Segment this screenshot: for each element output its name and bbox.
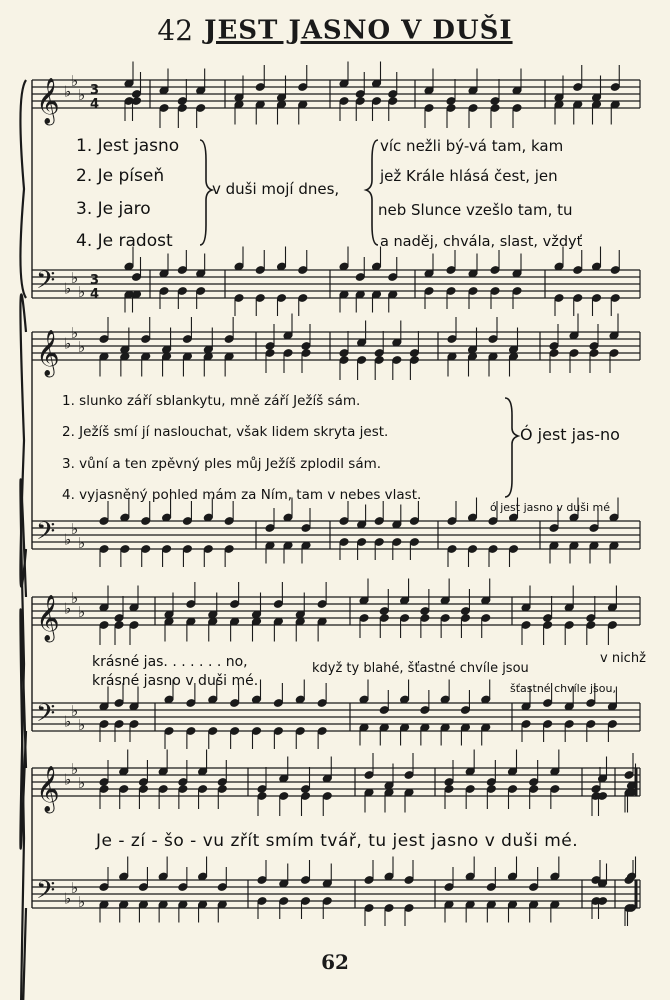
- verse-bracket: [200, 140, 212, 245]
- treble-clef: 𝄞: [36, 766, 60, 812]
- verse2-start: 2. Je píseň: [76, 166, 165, 186]
- bass-clef: 𝄢: [36, 517, 56, 552]
- alto-refrain-lyric: ó jest jasno v duši mé: [490, 501, 611, 514]
- treble-clef: 𝄞: [36, 595, 60, 641]
- time-signature: 3: [90, 83, 100, 98]
- flat-sign: ♭: [71, 72, 79, 90]
- flat-sign: ♭: [64, 530, 72, 549]
- refrain-line2: krásné jasno v duši mé.: [92, 673, 259, 689]
- system-brace: [20, 80, 26, 298]
- final-lyric: Je - zí - šo - vu zřít smím tvář, tu jest jasno v duši mé.: [96, 831, 579, 851]
- flat-sign: ♭: [64, 334, 72, 353]
- flat-sign: ♭: [64, 770, 72, 789]
- flat-sign: ♭: [64, 279, 72, 298]
- treble-clef: 𝄞: [36, 330, 60, 376]
- verse3-cont: neb Slunce vzešlo tam, tu: [378, 201, 573, 219]
- time-signature: 3: [90, 273, 100, 288]
- shared-middle-lyric: v duši mojí dnes,: [212, 180, 340, 198]
- verse-bracket: [366, 140, 378, 245]
- bass-clef: 𝄢: [36, 699, 56, 734]
- flat-sign: ♭: [78, 338, 86, 356]
- refrain-right: v nichž: [600, 651, 646, 666]
- verse4-cont: a naděj, chvála, slast, vždyť: [380, 234, 583, 250]
- time-signature: 4: [90, 287, 100, 302]
- flat-sign: ♭: [64, 82, 72, 101]
- time-signature: 4: [90, 97, 100, 112]
- flat-sign: ♭: [71, 324, 79, 342]
- flat-sign: ♭: [64, 712, 72, 731]
- verse1-line2: 1. slunko září sblankytu, mně září Ježíš sám.: [62, 393, 361, 409]
- song-number: 42: [157, 14, 194, 47]
- flat-sign: ♭: [71, 879, 79, 897]
- refrain-line1: krásné jas. . . . . . . no,: [92, 654, 248, 670]
- flat-sign: ♭: [78, 774, 86, 792]
- refrain-right-small: šťastné chvíle jsou,: [510, 682, 616, 695]
- flat-sign: ♭: [71, 589, 79, 607]
- flat-sign: ♭: [71, 760, 79, 778]
- flat-sign: ♭: [78, 893, 86, 911]
- bass-clef: 𝄢: [36, 876, 56, 911]
- flat-sign: ♭: [78, 86, 86, 104]
- verse3-start: 3. Je jaro: [76, 199, 151, 219]
- flat-sign: ♭: [71, 702, 79, 720]
- flat-sign: ♭: [71, 520, 79, 538]
- page-number: 62: [321, 950, 349, 974]
- flat-sign: ♭: [78, 716, 86, 734]
- verse2-cont: jež Krále hlásá čest, jen: [380, 167, 558, 185]
- flat-sign: ♭: [78, 283, 86, 301]
- treble-clef: 𝄞: [36, 78, 60, 124]
- flat-sign: ♭: [78, 603, 86, 621]
- flat-sign: ♭: [71, 269, 79, 287]
- verse4-line2: 4. vyjasněný pohled mám za Ním, tam v nebes vlast.: [62, 487, 422, 503]
- verse3-line2: 3. vůní a ten zpěvný ples můj Ježíš zplodil sám.: [62, 456, 382, 472]
- bass-clef: 𝄢: [36, 266, 56, 301]
- flat-sign: ♭: [64, 889, 72, 908]
- verse1-start: 1. Jest jasno: [76, 136, 180, 156]
- verse2-line2: 2. Ježíš smí jí naslouchat, však lidem skryta jest.: [62, 424, 389, 440]
- flat-sign: ♭: [78, 534, 86, 552]
- verse4-start: 4. Je radost: [76, 231, 173, 251]
- flat-sign: ♭: [64, 599, 72, 618]
- refrain-start: Ó jest jas-no: [520, 425, 620, 444]
- refrain-middle: když ty blahé, šťastné chvíle jsou: [312, 661, 529, 676]
- verse1-cont: víc nežli bý-vá tam, kam: [380, 137, 564, 155]
- song-title: JEST JASNO V DUŠI: [204, 15, 513, 46]
- verse-bracket: [505, 398, 518, 497]
